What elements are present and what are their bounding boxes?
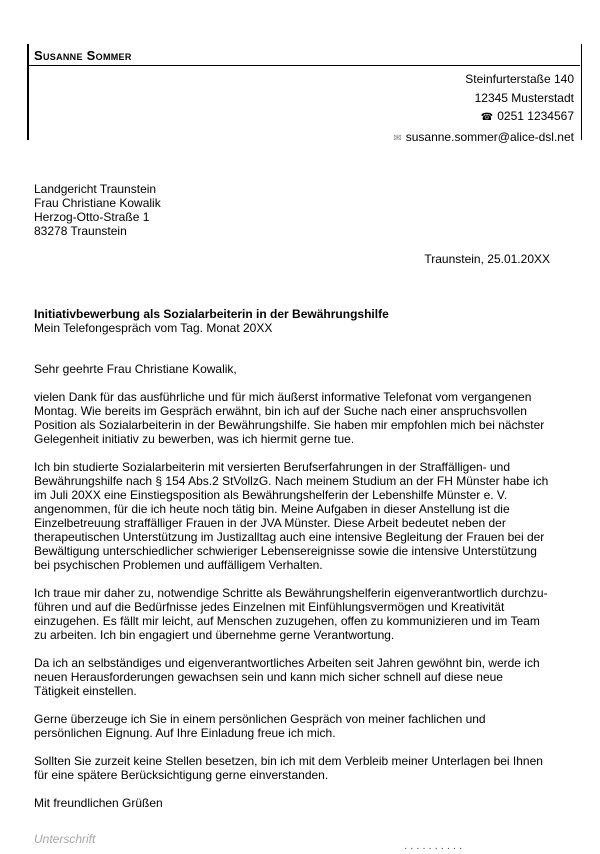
sender-name: Susanne Sommer xyxy=(34,48,132,63)
body-line: einzugehen. Es fällt mir leicht, auf Menschen zuzugehen, offen zu kommunizieren und im Team xyxy=(34,614,540,628)
sender-email-row xyxy=(393,128,574,149)
recipient-line: Landgericht Traunstein xyxy=(34,182,157,196)
body-line: bei psychischen Problemen und auffälligem Verhalten. xyxy=(34,558,323,572)
sender-city: 12345 Musterstadt xyxy=(474,90,574,105)
body-line: Sollten Sie zurzeit keine Stellen besetzen, bin ich mit dem Verbleib meiner Unterlagen bei Ihnen xyxy=(34,754,543,768)
body-paragraph xyxy=(34,656,564,698)
cut-off-text: · · · · · · · · · · xyxy=(404,843,463,854)
body-line: zu arbeiten. Ich bin engagiert und übernehme gerne Verantwortung. xyxy=(34,628,395,642)
sender-phone-row xyxy=(393,107,574,128)
body-line: Montag. Wie bereits im Gespräch erwähnt, bin ich auf der Suche nach einer anspruchsvollen xyxy=(34,404,527,418)
body-line: Ich traue mir daher zu, notwendige Schritte als Bewährungshelferin eigenverantwortlich durchzu- xyxy=(34,586,548,600)
telephone-icon: ☎ xyxy=(480,112,494,123)
signature-label: Unterschrift xyxy=(34,832,96,846)
body-paragraph xyxy=(34,712,564,740)
body-line: für eine spätere Berücksichtigung gerne einverstanden. xyxy=(34,768,329,782)
recipient-line: Herzog-Otto-Straße 1 xyxy=(34,210,150,224)
body-line: neuen Herausforderungen gewachsen sein und kann mich sicher schnell auf diese neue xyxy=(34,670,503,684)
body-line: im Juli 20XX eine Einstiegsposition als Bewährungshelferin der Lebenshilfe Münster e. V. xyxy=(34,488,508,502)
letterhead-divider xyxy=(27,65,580,66)
sender-contact-block xyxy=(393,70,574,148)
body-paragraph xyxy=(34,390,564,446)
body-line: Da ich an selbständiges und eigenverantwortliches Arbeiten seit Jahren gewöhnt bin, werde ich xyxy=(34,656,540,670)
salutation: Sehr geehrte Frau Christiane Kowalik, xyxy=(34,362,237,376)
envelope-icon: ✉ xyxy=(393,132,402,144)
body-line: Gerne überzeuge ich Sie in einem persönlichen Gespräch von meiner fachlichen und xyxy=(34,712,486,726)
sender-street: Steinfurterstaße 140 xyxy=(465,72,574,86)
body-line: Ich bin studierte Sozialarbeiterin mit versierten Berufserfahrungen in der Straffälligen- und xyxy=(34,460,511,474)
subject-title: Initiativbewerbung als Sozialarbeiterin in der Bewährungshilfe xyxy=(34,307,389,321)
body-line: Bewährungshilfe nach § 154 Abs.2 StVollzG. Nach meinem Studium an der FH Münster habe ich xyxy=(34,474,549,488)
body-line: Bewältigung unterschiedlicher schwieriger Lebensereignisse sowie die intensive Unterstützung xyxy=(34,544,537,558)
recipient-address xyxy=(34,182,161,238)
sender-phone: 0251 1234567 xyxy=(497,109,574,123)
letter-date: Traunstein, 25.01.20XX xyxy=(424,252,550,266)
body-paragraph xyxy=(34,586,564,642)
subject-block xyxy=(34,307,389,335)
body-line: Gelegenheit initiativ zu bewerben, was ich hiermit gerne tue. xyxy=(34,432,355,446)
body-line: Position als Sozialarbeiterin in der Bewährungshilfe. Sie haben mir empfohlen mich bei nächster xyxy=(34,418,545,432)
body-line: persönlichen Eignung. Auf Ihre Einladung freue ich mich. xyxy=(34,726,336,740)
body-line: therapeutischen Unterstützung im Justizalltag auch eine intensive Begleitung der Frauen bei der xyxy=(34,530,545,544)
sender-email[interactable]: susanne.sommer@alice-dsl.net xyxy=(405,129,574,144)
closing: Mit freundlichen Grüßen xyxy=(34,796,163,810)
body-line: Tätigkeit einstellen. xyxy=(34,684,137,698)
body-line: vielen Dank für das ausführliche und für mich äußerst informative Telefonat vom vergangenen xyxy=(34,390,532,404)
letter-body xyxy=(34,362,564,824)
subject-reference: Mein Telefongespräch vom Tag. Monat 20XX xyxy=(34,321,273,335)
body-line: führen und auf die Bedürfnisse jedes Einzelnen mit Einfühlungsvermögen und Kreativität xyxy=(34,600,505,614)
recipient-line: Frau Christiane Kowalik xyxy=(34,196,161,210)
body-paragraph xyxy=(34,754,564,782)
body-line: Einzelbetreuung straffälliger Frauen in der JVA Münster. Diese Arbeit bedeutet neben der xyxy=(34,516,506,530)
recipient-line: 83278 Traunstein xyxy=(34,224,127,238)
paragraph-container xyxy=(34,390,564,782)
body-line: angenommen, für die ich heute noch tätig bin. Meine Aufgaben in dieser Anstellung ist die xyxy=(34,502,510,516)
body-paragraph xyxy=(34,460,564,572)
